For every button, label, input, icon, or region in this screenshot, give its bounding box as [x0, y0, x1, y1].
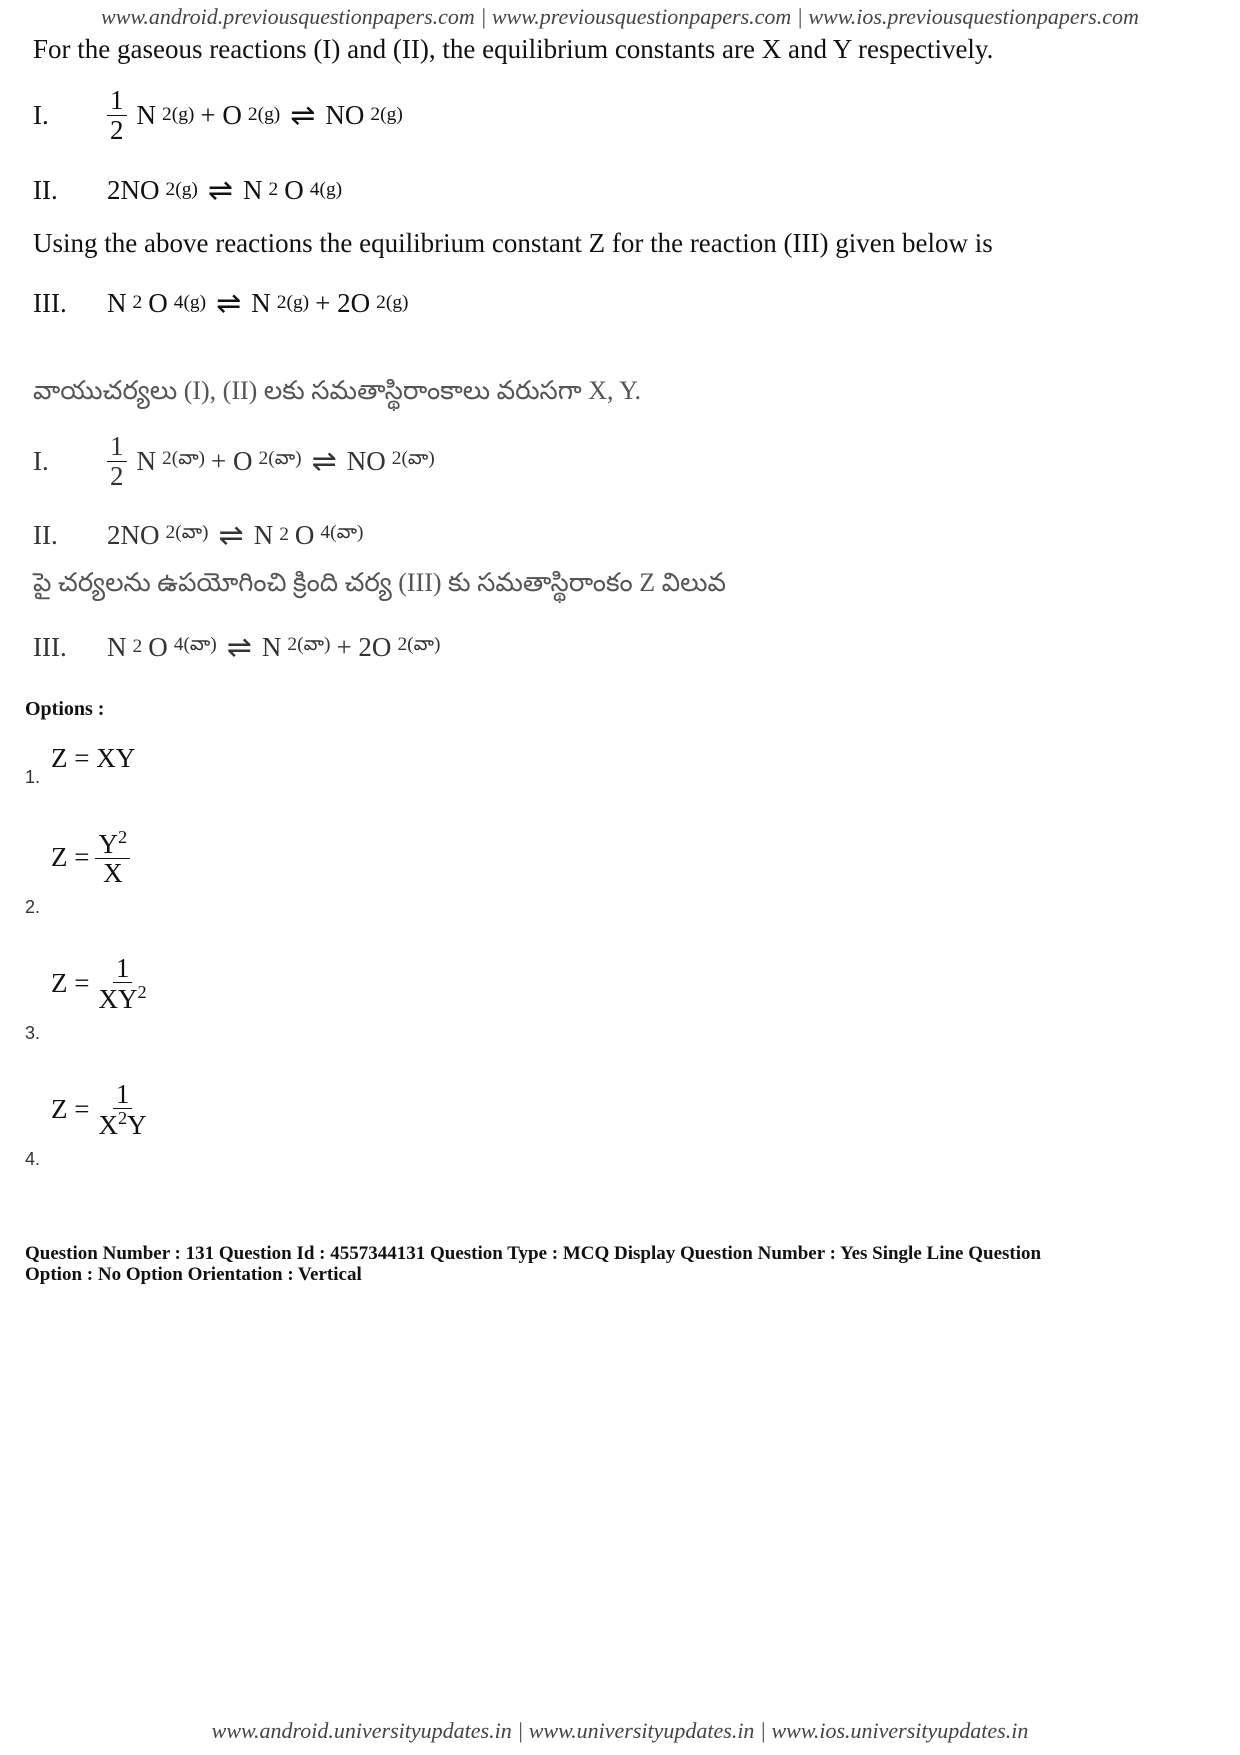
equilibrium-arrow-icon: ⇌ [290, 98, 316, 132]
option-3-expression: Z = $\frac{1}{XY^2}$ [51, 953, 147, 1015]
fraction-half: $\frac{1}{2}$ [107, 86, 127, 144]
option-index: 2. [25, 897, 41, 917]
question-intro-en: For the gaseous reactions (I) and (II), the equilibrium constants are X and Y respectively. [33, 34, 994, 64]
equilibrium-arrow-icon: ⇌ [218, 518, 244, 552]
equilibrium-arrow-icon: ⇌ [311, 444, 337, 478]
reaction-2-te: II. 2NO 2(వా) ⇌ N 2 O 4(వా) [33, 518, 364, 552]
question-meta-line-2: Option : No Option Orientation : Vertical [25, 1263, 362, 1285]
reaction-2-en [33, 154, 1213, 226]
reaction-1-en [33, 76, 1213, 154]
option-3[interactable] [25, 954, 1213, 1044]
question-intro-te: వాయుచర్యలు (I), (II) లకు సమతాస్థిరాంకాలు వరుసగా X, Y. [33, 376, 641, 405]
question-using-en: Using the above reactions the equilibrium constant Z for the reaction (III) given below is [33, 228, 993, 258]
option-index: 1. [25, 767, 41, 787]
question-content [25, 32, 1213, 1286]
option-4-expression: Z = $\frac{1}{X^2Y}$ [51, 1079, 147, 1141]
reaction-1-te: I. $\frac{1}{2}$ N 2(వా) + O 2(వా) ⇌ NO 2(వా) [33, 431, 435, 491]
fraction-half: $\frac{1}{2}$ [107, 432, 127, 490]
reaction-3-te: III. N 2 O 4(వా) ⇌ N 2(వా) + 2O 2(వా) [33, 630, 441, 664]
option-4[interactable] [25, 1080, 1213, 1170]
reaction-1-label: I. [33, 99, 49, 130]
option-index: 4. [25, 1149, 41, 1169]
reaction-2-equation: 2NO 2(g) ⇌ N 2 O 4(g) [107, 173, 343, 207]
equilibrium-arrow-icon: ⇌ [207, 173, 234, 207]
reaction-3-equation: N 2 O 4(g) ⇌ N 2(g) + 2O 2(g) [107, 286, 409, 320]
reaction-2-label: II. [33, 174, 58, 205]
footer-watermark: www.android.universityupdates.in | www.universityupdates.in | www.ios.universityupdates.in [211, 1718, 1029, 1743]
option-2-expression: Z = $\frac{Y^2}{X}$ [51, 828, 134, 888]
reaction-3-en [33, 272, 1213, 334]
option-1-expression: Z = XY [51, 742, 136, 773]
reaction-3-label: III. [33, 287, 67, 318]
option-1[interactable] [25, 728, 1213, 788]
reaction-1-equation: $\frac{1}{2}$ N 2(g) + O 2(g) ⇌ NO 2(g) [107, 86, 403, 144]
question-meta-line-1: Question Number : 131 Question Id : 4557344131 Question Type : MCQ Display Question Number : Yes Single Line Question [25, 1243, 1042, 1264]
options-title: Options : [25, 698, 105, 720]
equilibrium-arrow-icon: ⇌ [216, 286, 242, 320]
header-watermark: www.android.previousquestionpapers.com | www.previousquestionpapers.com | www.ios.previousquestionpapers.com [101, 4, 1139, 29]
option-index: 3. [25, 1023, 41, 1043]
option-2[interactable] [25, 828, 1213, 918]
question-using-te: పై చర్యలను ఉపయోగించి క్రింది చర్య (III) కు సమతాస్థిరాంకం Z విలువ [33, 568, 727, 597]
equilibrium-arrow-icon: ⇌ [226, 630, 252, 664]
